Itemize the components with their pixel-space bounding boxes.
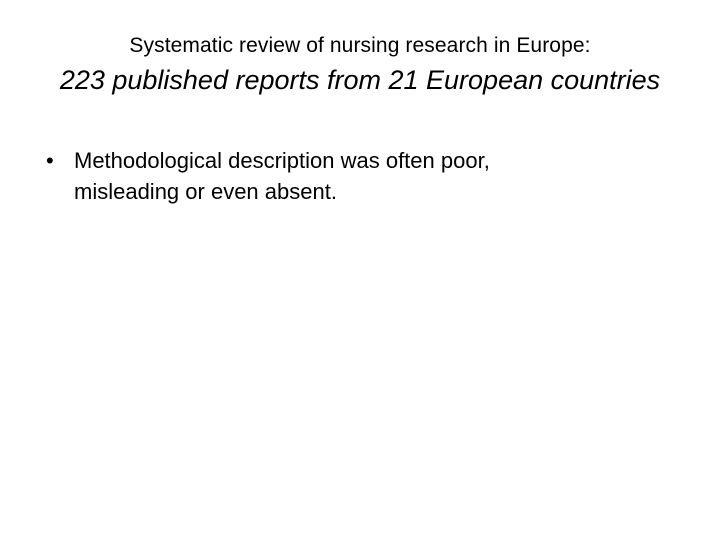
bullet-list (46, 145, 686, 207)
bullet-text-line-2: misleading or even absent. (74, 179, 337, 204)
bullet-text-line-1: Methodological description was often poor, (74, 148, 490, 173)
slide-title (0, 32, 720, 98)
bullet-item (46, 145, 686, 207)
title-line-1: Systematic review of nursing research in Europe: (129, 34, 591, 57)
title-line-2: 223 published reports from 21 European countries (59, 65, 661, 95)
bullet-marker: • (46, 148, 54, 173)
